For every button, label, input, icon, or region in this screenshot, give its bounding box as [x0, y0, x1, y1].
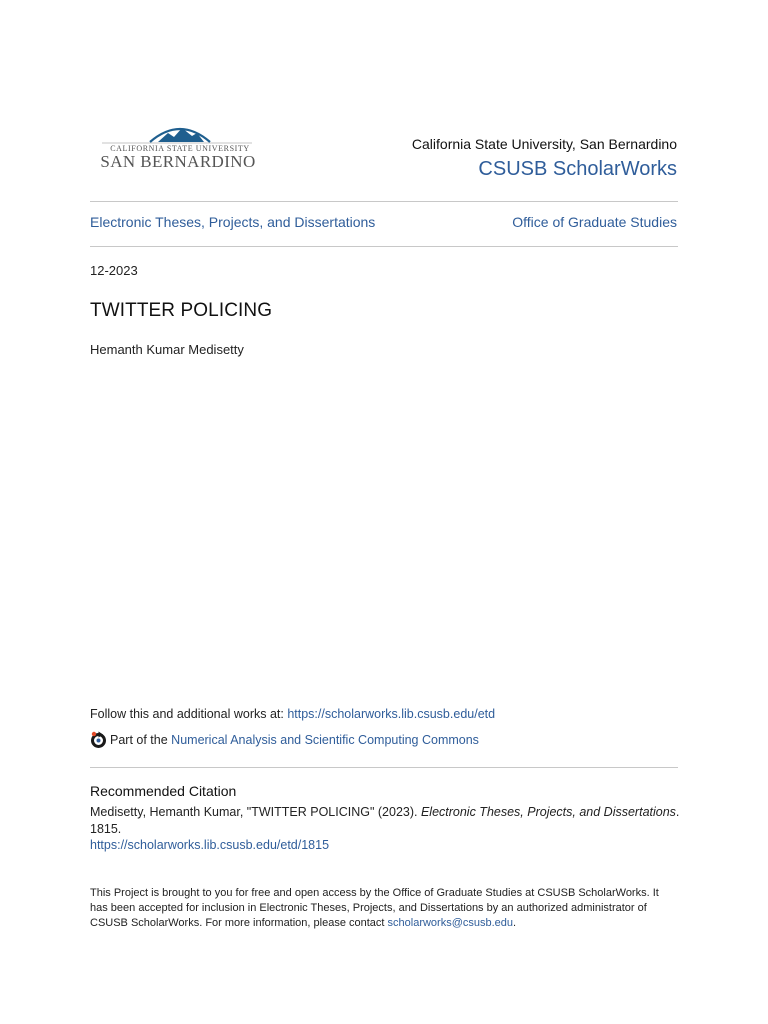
office-link[interactable]: Office of Graduate Studies — [512, 214, 677, 230]
follow-url-link[interactable]: https://scholarworks.lib.csusb.edu/etd — [287, 707, 496, 721]
citation-divider — [90, 767, 678, 768]
commons-icon — [90, 730, 107, 749]
commons-link[interactable]: Numerical Analysis and Scientific Computing Commons — [171, 732, 479, 747]
notice-end: . — [513, 917, 517, 929]
series-link[interactable]: Electronic Theses, Projects, and Dissertations — [90, 214, 376, 230]
follow-label: Follow this and additional works at: — [90, 707, 288, 721]
nav-divider — [90, 246, 678, 247]
top-divider — [90, 201, 678, 202]
citation-series: Electronic Theses, Projects, and Dissertations — [420, 805, 676, 819]
institution-name: California State University, San Bernardino — [411, 136, 677, 152]
citation-tail: . 1815. — [90, 805, 680, 836]
logo-line1: CALIFORNIA STATE UNIVERSITY — [110, 144, 250, 153]
repository-link[interactable]: CSUSB ScholarWorks — [478, 158, 677, 180]
part-of-line — [90, 730, 479, 749]
part-of-label: Part of the — [110, 732, 168, 747]
mountain-arch-logo-icon — [100, 118, 260, 174]
contact-email-link[interactable]: scholarworks@csusb.edu — [387, 917, 514, 929]
university-logo — [100, 118, 260, 174]
citation-url-link[interactable]: https://scholarworks.lib.csusb.edu/etd/1815 — [90, 838, 330, 852]
notice-text: This Project is brought to you for free and open access by the Office of Graduate Studies at CSUSB ScholarWorks. It has been accepted for inclusion in Electronic Theses, Projects, and Dissertations by an authorized administrator of CSUSB ScholarWorks. For more information, please contact — [90, 887, 659, 929]
logo-line2: SAN BERNARDINO — [100, 152, 256, 171]
follow-line — [90, 707, 495, 721]
access-notice — [90, 886, 670, 931]
publication-date: 12-2023 — [90, 263, 138, 278]
citation-heading: Recommended Citation — [90, 783, 237, 799]
author-name: Hemanth Kumar Medisetty — [90, 342, 244, 357]
citation-plain: Medisetty, Hemanth Kumar, "TWITTER POLICING" (2023). — [90, 805, 421, 819]
citation-text — [90, 804, 680, 838]
document-title: TWITTER POLICING — [90, 300, 273, 321]
